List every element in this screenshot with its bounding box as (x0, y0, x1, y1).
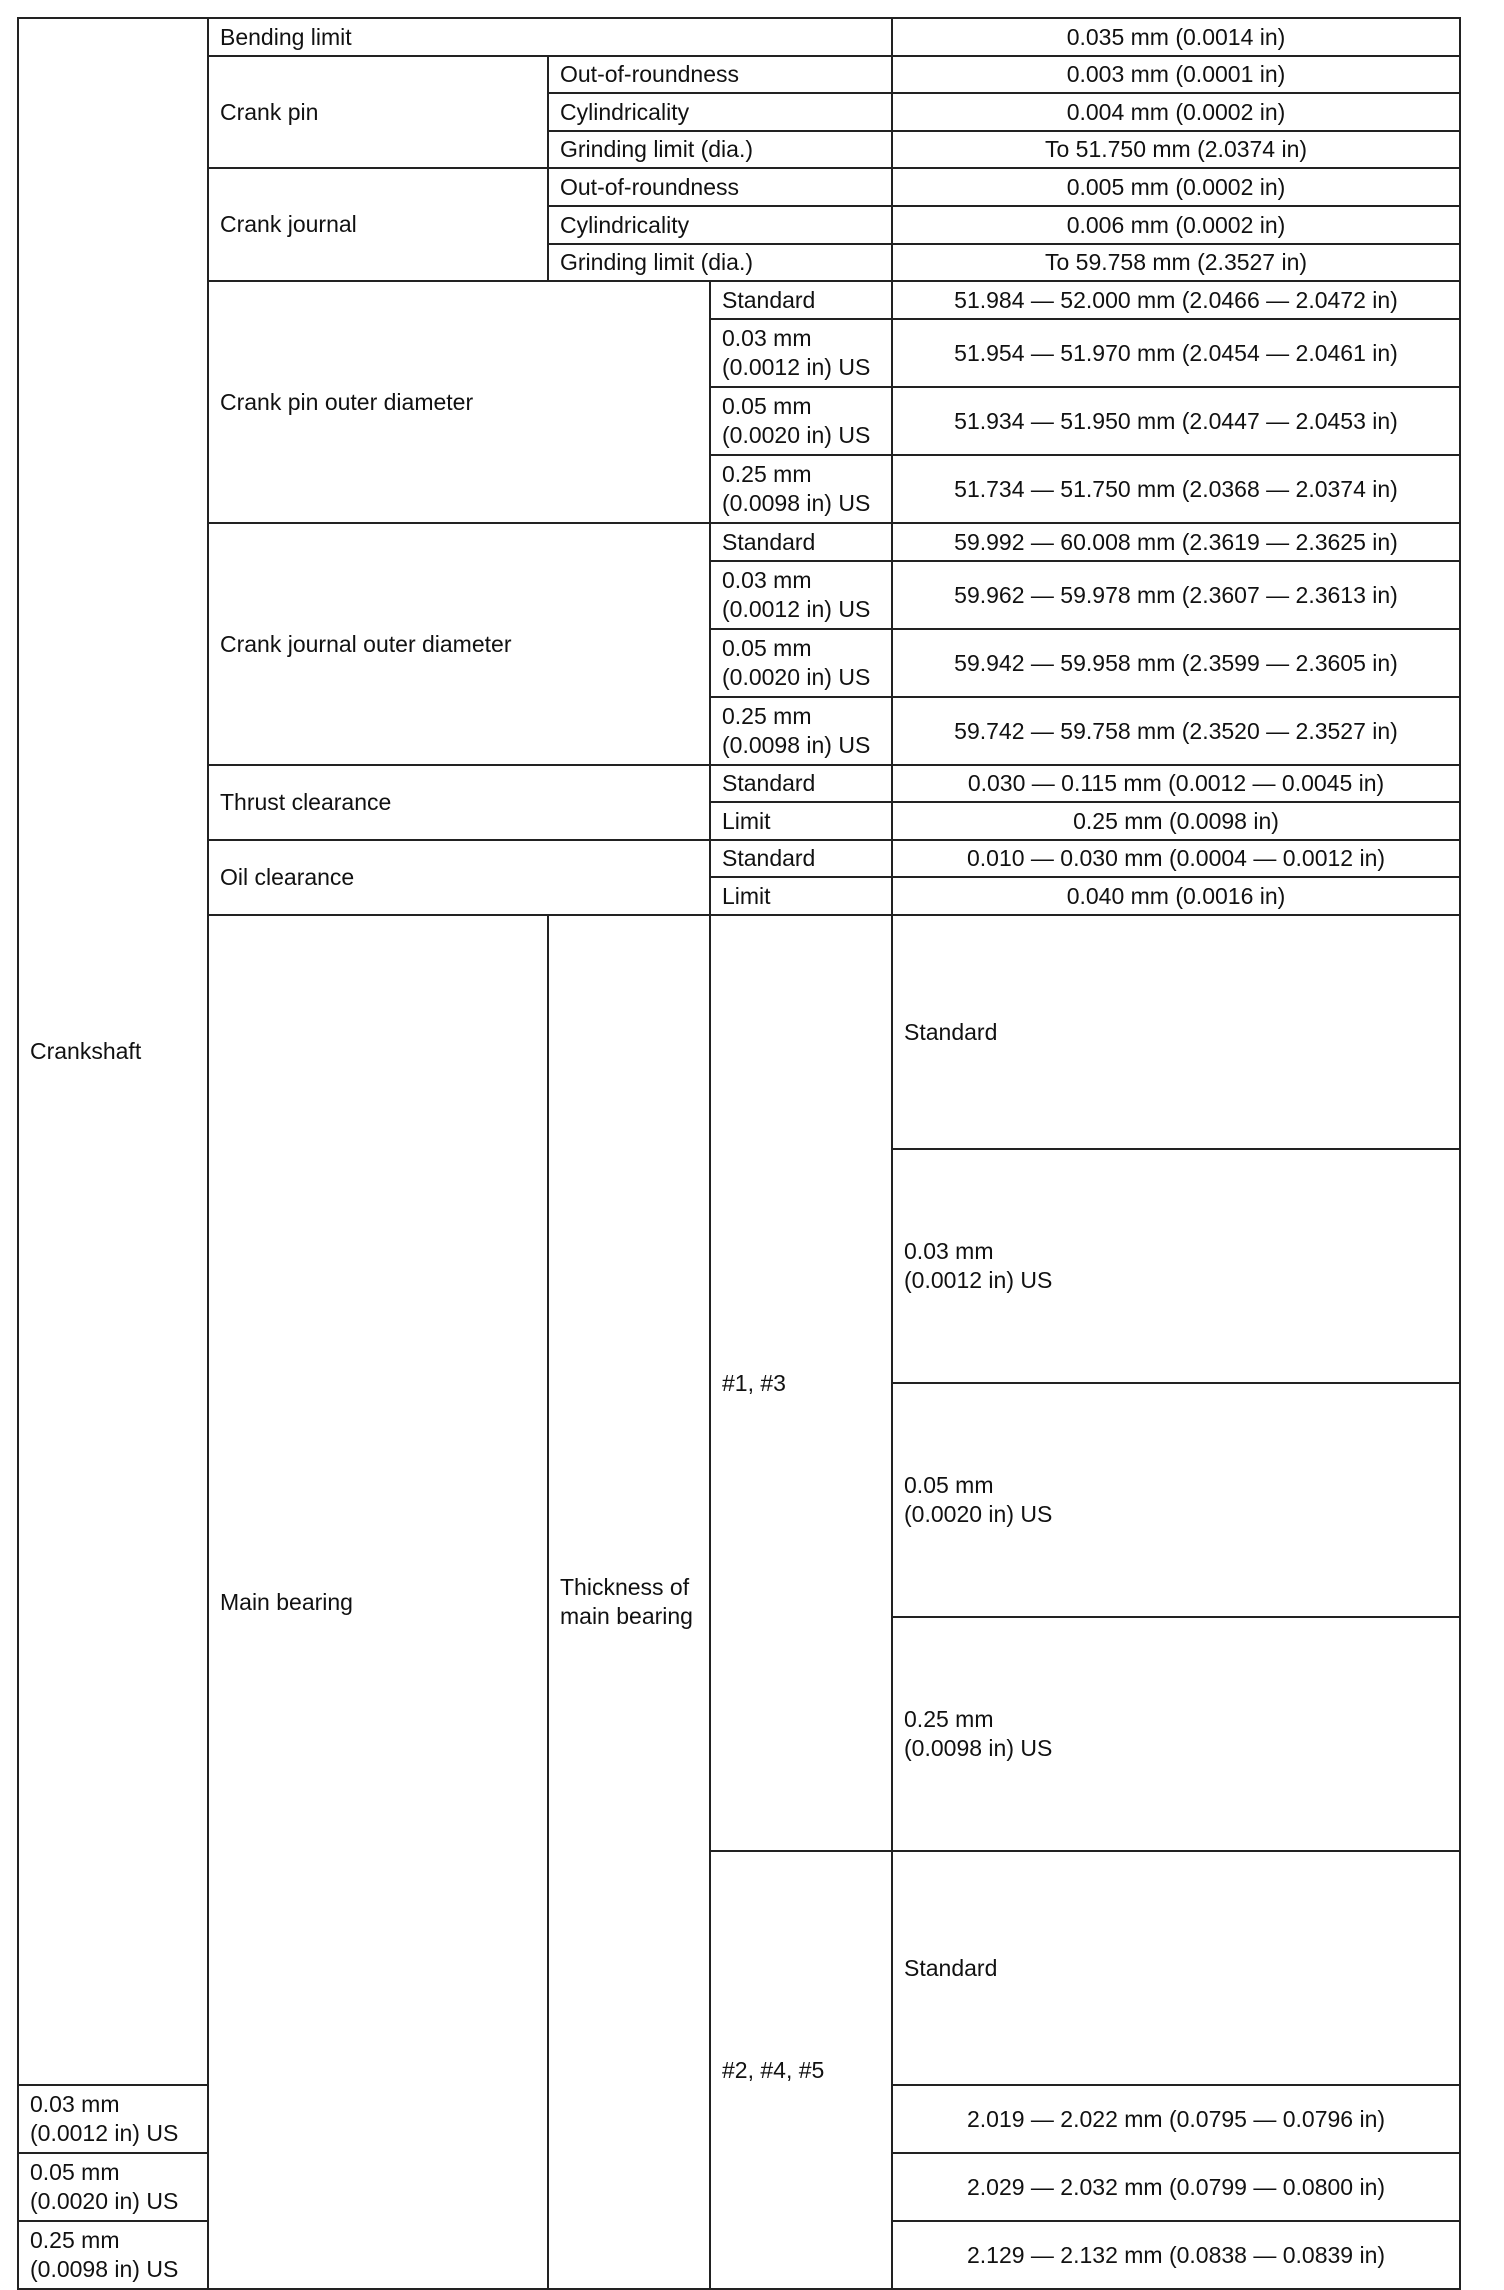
table-row (18, 523, 1460, 561)
sublabel-line: 0.03 mm (722, 325, 812, 351)
sublabel-line: 0.03 mm (722, 567, 812, 593)
main-bearing-label: Main bearing (208, 915, 548, 2289)
spec-sublabel: Limit (710, 802, 892, 840)
spec-value: 59.992 — 60.008 mm (2.3619 — 2.3625 in) (892, 523, 1460, 561)
spec-label: Out-of-roundness (548, 168, 892, 206)
spec-label: Bending limit (208, 18, 892, 56)
sublabel-line: (0.0012 in) US (30, 2120, 179, 2146)
sublabel-line: 0.25 mm (30, 2227, 120, 2253)
spec-sublabel (18, 2153, 208, 2221)
table-row (18, 765, 1460, 802)
spec-sublabel: Standard (710, 523, 892, 561)
sublabel-line: 0.25 mm (904, 1706, 994, 1732)
sublabel-line: (0.0012 in) US (904, 1267, 1053, 1293)
table-row (18, 840, 1460, 877)
spec-value: 0.006 mm (0.0002 in) (892, 206, 1460, 244)
spec-sublabel (710, 387, 892, 455)
sublabel-line: 0.05 mm (722, 393, 812, 419)
spec-value: 0.004 mm (0.0002 in) (892, 93, 1460, 131)
sublabel-line: (0.0098 in) US (722, 490, 871, 516)
sublabel-line: 0.03 mm (904, 1238, 994, 1264)
spec-value: 2.029 — 2.032 mm (0.0799 — 0.0800 in) (892, 2153, 1460, 2221)
spec-sublabel: Standard (710, 765, 892, 802)
spec-sublabel: Standard (892, 915, 1460, 1149)
sublabel-line: 0.03 mm (30, 2091, 120, 2117)
spec-value: 0.003 mm (0.0001 in) (892, 56, 1460, 93)
spec-label: Cylindricality (548, 93, 892, 131)
spec-value: 2.019 — 2.022 mm (0.0795 — 0.0796 in) (892, 2085, 1460, 2153)
spec-value: 2.129 — 2.132 mm (0.0838 — 0.0839 in) (892, 2221, 1460, 2289)
spec-value: 0.010 — 0.030 mm (0.0004 — 0.0012 in) (892, 840, 1460, 877)
spec-sublabel (18, 2085, 208, 2153)
crankshaft-label: Crankshaft (18, 18, 208, 2085)
table-row (18, 56, 1460, 93)
spec-value: 0.030 — 0.115 mm (0.0012 — 0.0045 in) (892, 765, 1460, 802)
sublabel-line: 0.25 mm (722, 703, 812, 729)
thrust-clearance-label: Thrust clearance (208, 765, 710, 840)
spec-sublabel (710, 697, 892, 765)
sublabel-line: (0.0020 in) US (722, 664, 871, 690)
spec-value: 0.25 mm (0.0098 in) (892, 802, 1460, 840)
sublabel-line: (0.0098 in) US (30, 2256, 179, 2282)
spec-value: 59.942 — 59.958 mm (2.3599 — 2.3605 in) (892, 629, 1460, 697)
spec-label: Grinding limit (dia.) (548, 131, 892, 168)
spec-sublabel (710, 629, 892, 697)
table-row (18, 915, 1460, 1149)
oil-clearance-label: Oil clearance (208, 840, 710, 915)
spec-label: Cylindricality (548, 206, 892, 244)
spec-sublabel (892, 1383, 1460, 1617)
spec-value: 0.035 mm (0.0014 in) (892, 18, 1460, 56)
crank-journal-label: Crank journal (208, 168, 548, 281)
spec-sublabel (710, 319, 892, 387)
crank-pin-od-label: Crank pin outer diameter (208, 281, 710, 523)
bearing-group-label: #1, #3 (710, 915, 892, 1851)
sublabel-line: (0.0020 in) US (904, 1501, 1053, 1527)
spec-value: 59.742 — 59.758 mm (2.3520 — 2.3527 in) (892, 697, 1460, 765)
sublabel-line: (0.0098 in) US (904, 1735, 1053, 1761)
table-row (18, 281, 1460, 319)
spec-value: 0.040 mm (0.0016 in) (892, 877, 1460, 915)
spec-value: 51.984 — 52.000 mm (2.0466 — 2.0472 in) (892, 281, 1460, 319)
bearing-group-label: #2, #4, #5 (710, 1851, 892, 2289)
spec-sublabel: Standard (710, 281, 892, 319)
sublabel-line: 0.05 mm (30, 2159, 120, 2185)
table-row (18, 168, 1460, 206)
spec-value: To 51.750 mm (2.0374 in) (892, 131, 1460, 168)
spec-value: 59.962 — 59.978 mm (2.3607 — 2.3613 in) (892, 561, 1460, 629)
spec-table (17, 17, 1461, 2290)
spec-sublabel: Standard (892, 1851, 1460, 2085)
spec-value: 51.734 — 51.750 mm (2.0368 — 2.0374 in) (892, 455, 1460, 523)
sublabel-line: 0.05 mm (904, 1472, 994, 1498)
spec-value: 51.934 — 51.950 mm (2.0447 — 2.0453 in) (892, 387, 1460, 455)
spec-label: Out-of-roundness (548, 56, 892, 93)
spec-value: To 59.758 mm (2.3527 in) (892, 244, 1460, 281)
thickness-label: Thickness of main bearing (548, 915, 710, 2289)
sublabel-line: (0.0012 in) US (722, 596, 871, 622)
sublabel-line: (0.0098 in) US (722, 732, 871, 758)
spec-sublabel (710, 561, 892, 629)
sublabel-line: (0.0020 in) US (30, 2188, 179, 2214)
spec-sublabel: Standard (710, 840, 892, 877)
spec-sublabel (892, 1149, 1460, 1383)
spec-value: 0.005 mm (0.0002 in) (892, 168, 1460, 206)
sublabel-line: (0.0012 in) US (722, 354, 871, 380)
spec-sublabel (710, 455, 892, 523)
spec-label: Grinding limit (dia.) (548, 244, 892, 281)
crank-journal-od-label: Crank journal outer diameter (208, 523, 710, 765)
table-row (18, 18, 1460, 56)
sublabel-line: 0.25 mm (722, 461, 812, 487)
crank-pin-label: Crank pin (208, 56, 548, 168)
sublabel-line: 0.05 mm (722, 635, 812, 661)
sublabel-line: (0.0020 in) US (722, 422, 871, 448)
spec-sublabel (892, 1617, 1460, 1851)
spec-sublabel: Limit (710, 877, 892, 915)
spec-value: 51.954 — 51.970 mm (2.0454 — 2.0461 in) (892, 319, 1460, 387)
spec-sublabel (18, 2221, 208, 2289)
